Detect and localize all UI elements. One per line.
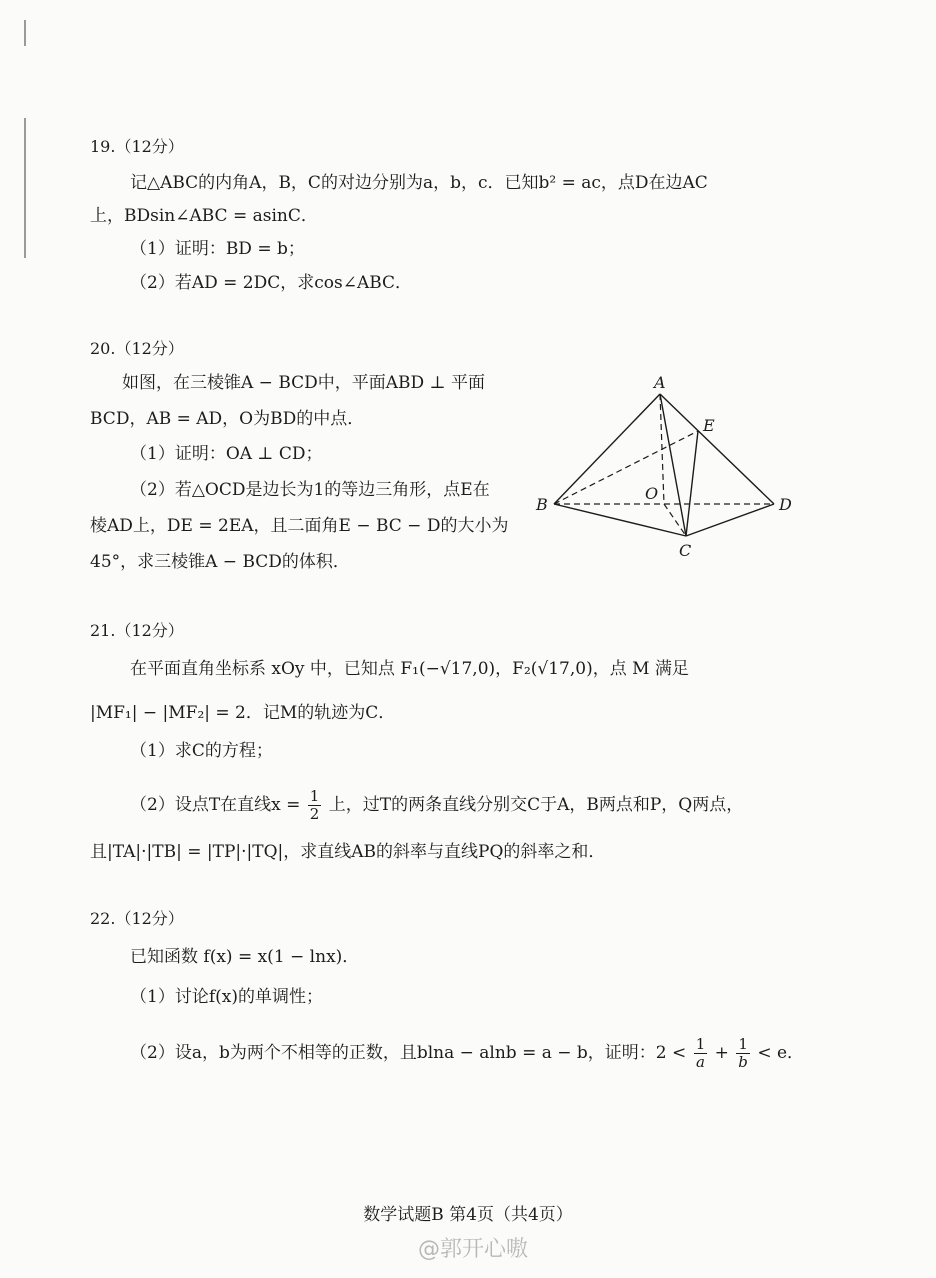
fraction-denominator: a	[695, 1053, 705, 1071]
q21-line-1: 在平面直角坐标系 xOy 中，已知点 F₁(−√17,0)，F₂(√17,0)，点 M 满足	[130, 659, 689, 679]
q19-line-2: 上，BDsin∠ABC = asinC．	[90, 206, 318, 226]
q19-part-1: （1）证明：BD = b；	[130, 239, 305, 259]
fraction-numerator: 1	[695, 1035, 706, 1053]
q19-heading: 19.（12分）	[90, 137, 184, 156]
edge-CD	[686, 504, 774, 536]
fraction-denominator: 2	[309, 805, 320, 823]
fraction-numerator: 1	[309, 787, 320, 805]
label-B: B	[536, 495, 548, 514]
label-A: A	[654, 373, 666, 392]
q22-line-1: 已知函数 f(x) = x(1 − lnx)．	[130, 947, 360, 967]
scan-mark-top	[24, 20, 26, 46]
q20-line-5: 棱AD上，DE = 2EA，且二面角E − BC − D的大小为	[90, 516, 509, 536]
fraction-one-over-b	[736, 1036, 750, 1071]
q22-heading: 22.（12分）	[90, 909, 184, 928]
q20-part-2: （2）若△OCD是边长为1的等边三角形，点E在	[130, 480, 490, 500]
scan-mark-left	[24, 118, 26, 258]
q22-part-1: （1）讨论f(x)的单调性；	[130, 987, 323, 1007]
q21-part-2	[130, 788, 743, 823]
q21-part-2-lead: （2）设点T在直线x =	[130, 795, 301, 815]
q22-part-2	[130, 1036, 804, 1071]
q21-part-1: （1）求C的方程；	[130, 741, 273, 761]
fraction-denominator: b	[738, 1053, 748, 1071]
q21-line-5: 且|TA|·|TB| = |TP|·|TQ|，求直线AB的斜率与直线PQ的斜率之和．	[90, 842, 606, 862]
fraction-one-over-a	[694, 1036, 708, 1071]
q22-part-2-lead: （2）设a，b为两个不相等的正数，且blna − alnb = a − b，证明：2 <	[130, 1043, 687, 1063]
edge-BC	[554, 504, 686, 536]
label-O: O	[645, 484, 659, 503]
q20-part-1: （1）证明：OA ⊥ CD；	[130, 444, 323, 464]
fraction-numerator: 1	[736, 1036, 750, 1054]
label-D: D	[779, 495, 792, 514]
fraction-one-half	[308, 788, 322, 823]
q20-heading: 20.（12分）	[90, 339, 184, 358]
label-E: E	[703, 416, 715, 435]
pyramid-diagram	[528, 370, 798, 565]
q19-line-1: 记△ABC的内角A，B，C的对边分别为a，b，c．已知b² = ac，点D在边AC	[130, 173, 708, 193]
edge-BE-hidden	[554, 431, 698, 504]
q21-heading: 21.（12分）	[90, 621, 184, 640]
edge-CE	[686, 431, 698, 536]
q21-line-2: |MF₁| − |MF₂| = 2．记M的轨迹为C．	[90, 703, 396, 723]
label-C: C	[679, 541, 692, 560]
q20-line-2: BCD，AB = AD，O为BD的中点．	[90, 409, 365, 429]
q21-part-2-tail: 上，过T的两条直线分别交C于A，B两点和P，Q两点，	[328, 795, 744, 815]
q22-part-2-tail: < e．	[757, 1043, 805, 1063]
page-footer: 数学试题B 第4页（共4页）	[363, 1205, 573, 1225]
watermark: @郭开心嗷	[418, 1237, 529, 1262]
q20-line-6: 45°，求三棱锥A − BCD的体积．	[90, 552, 350, 572]
plus-sign: +	[714, 1043, 729, 1063]
q19-part-2: （2）若AD = 2DC，求cos∠ABC．	[130, 273, 413, 293]
q20-line-1: 如图，在三棱锥A − BCD中，平面ABD ⊥ 平面	[122, 373, 485, 393]
